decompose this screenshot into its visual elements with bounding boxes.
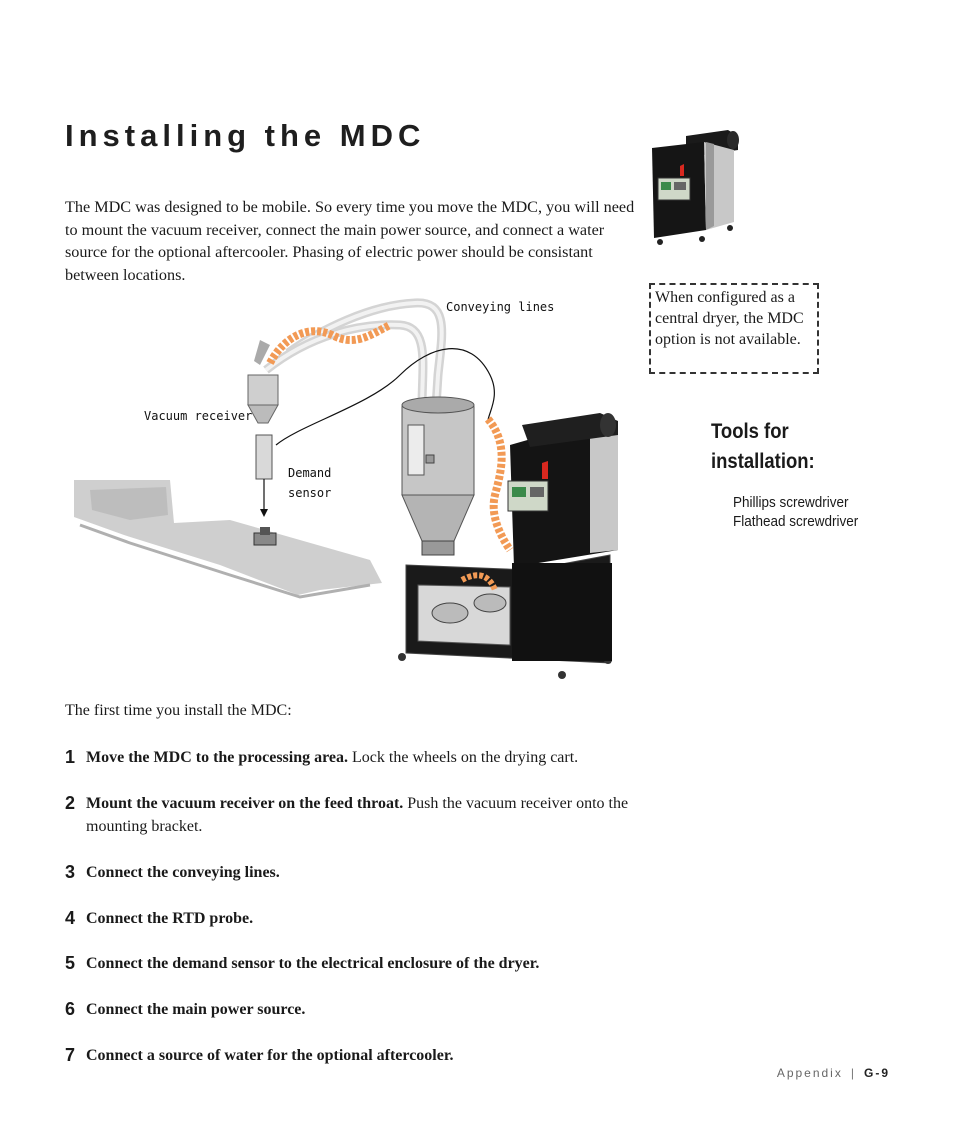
step-number: 1 xyxy=(65,747,76,767)
step-item xyxy=(65,746,635,769)
step-detail: Lock the wheels on the drying cart. xyxy=(348,749,579,766)
tools-heading-line-1: Tools for xyxy=(711,420,789,443)
footer-section: Appendix xyxy=(776,1066,843,1080)
step-item xyxy=(65,792,635,838)
tool-item: Phillips screwdriver xyxy=(733,494,849,511)
step-title: Connect the main power source. xyxy=(86,1001,306,1018)
page-number: G-9 xyxy=(863,1066,890,1080)
label-vacuum-receiver: Vacuum receiver xyxy=(144,409,253,423)
step-title: Connect the conveying lines. xyxy=(86,864,280,881)
installation-diagram xyxy=(70,295,630,685)
step-number: 4 xyxy=(65,908,76,928)
step-item xyxy=(65,952,635,975)
step-item xyxy=(65,907,635,930)
vacuum-receiver xyxy=(248,340,278,545)
step-title: Mount the vacuum receiver on the feed throat. xyxy=(86,795,404,812)
step-item xyxy=(65,1044,635,1067)
step-title: Connect the demand sensor to the electrical enclosure of the dryer. xyxy=(86,955,540,972)
step-title: Connect the RTD probe. xyxy=(86,910,254,927)
mdc-thumbnail-image xyxy=(646,126,746,250)
page-title: Installing the MDC xyxy=(65,118,426,153)
label-demand-line-1: Demand xyxy=(288,466,332,480)
procedure-intro: The first time you install the MDC: xyxy=(65,702,292,719)
step-title: Move the MDC to the processing area. xyxy=(86,749,349,766)
intro-paragraph: The MDC was designed to be mobile. So every time you move the MDC, you will need to mount the vacuum receiver, connect the main power source, and connect a water source for the optional aftercooler. Phasing of electric power should be consistant between locations. xyxy=(65,198,635,284)
tool-item: Flathead screwdriver xyxy=(733,513,859,530)
label-conveying-lines: Conveying lines xyxy=(446,300,555,314)
step-number: 7 xyxy=(65,1045,76,1065)
tools-heading xyxy=(711,417,887,477)
tools-list xyxy=(733,493,858,531)
label-demand-line-2: sensor xyxy=(288,486,332,500)
step-title: Connect a source of water for the optional aftercooler. xyxy=(86,1047,454,1064)
step-item xyxy=(65,861,635,884)
step-number: 2 xyxy=(65,793,76,813)
hose-right xyxy=(488,419,510,550)
tools-heading-line-2: installation: xyxy=(711,450,815,473)
dryer-unit xyxy=(508,413,618,661)
step-number: 6 xyxy=(65,999,76,1019)
step-detail: Push the vacuum receiver onto the mounting bracket. xyxy=(86,795,629,835)
central-dryer-note: When configured as a central dryer, the MDC option is not available. xyxy=(649,283,819,374)
page-footer: Appendix | G-9 xyxy=(776,1066,890,1080)
step-number: 5 xyxy=(65,953,76,973)
drying-hopper xyxy=(402,397,474,555)
step-number: 3 xyxy=(65,862,76,882)
step-item xyxy=(65,998,635,1021)
label-demand-sensor xyxy=(288,463,331,503)
